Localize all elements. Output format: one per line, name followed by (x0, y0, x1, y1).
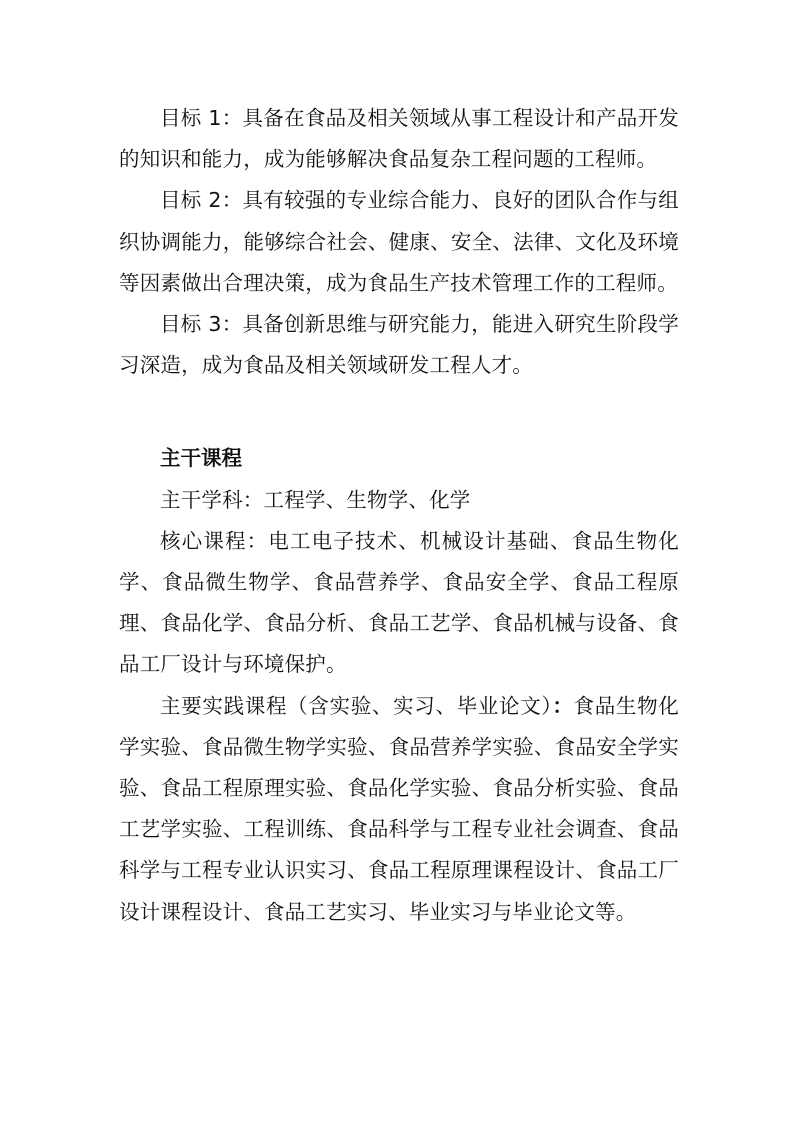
objective-3: 目标 3：具备创新思维与研究能力，能进入研究生阶段学习深造，成为食品及相关领域研发工程人才。 (119, 312, 679, 378)
practice-colon: ： (552, 693, 574, 718)
section-gap (119, 386, 679, 438)
objective-2: 目标 2：具有较强的专业综合能力、良好的团队合作与组织协调能力，能够综合社会、健康、安全、法律、文化及环境等因素做出合理决策，成为食品生产技术管理工作的工程师。 (119, 188, 679, 295)
practice-list: 食品生物化学实验、食品微生物学实验、食品营养学实验、食品安全学实验、食品工程原理实验、食品化学实验、食品分析实验、食品工艺学实验、工程训练、食品科学与工程专业社会调查、食品科学与工程专业认识实习、食品工程原理课程设计、食品工厂设计课程设计、食品工艺实习、毕业实习与毕业论文等。 (119, 693, 680, 924)
objective-1: 目标 1：具备在食品及相关领域从事工程设计和产品开发的知识和能力，成为能够解决食品复杂工程问题的工程师。 (119, 106, 679, 172)
practice-label: 主要实践课程（含实验、实习、毕业论文） (160, 693, 553, 718)
section-heading: 主干课程 (160, 446, 242, 471)
core-courses: 核心课程：电工电子技术、机械设计基础、食品生物化学、食品微生物学、食品营养学、食品安全学、食品工程原理、食品化学、食品分析、食品工艺学、食品机械与设备、食品工厂设计与环境保护。 (119, 528, 679, 677)
practice-courses (119, 686, 679, 933)
main-disciplines: 主干学科：工程学、生物学、化学 (160, 487, 471, 512)
document-body (119, 98, 679, 933)
